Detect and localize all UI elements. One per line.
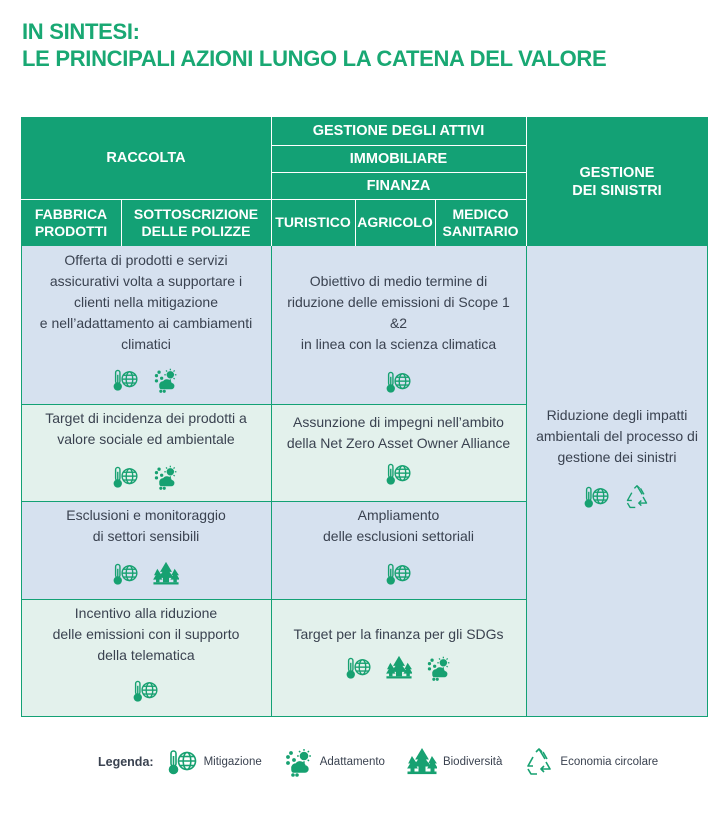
row-4-raccolta-icons [133,678,159,704]
header-divider [121,199,122,246]
header-gestione-attivi [271,117,526,145]
row-2-attivi-icons [386,461,412,487]
table-border [21,716,708,717]
table-border [21,404,526,405]
row-2-raccolta-icons [113,464,179,490]
subheader-medico-sanitario [435,199,526,246]
row-2-raccolta [21,404,271,501]
header-divider [271,117,272,246]
table-border [21,599,526,600]
row-1-attivi-icons [386,369,412,395]
legend-item-label: Economia circolare [560,756,659,768]
page-title [22,18,606,72]
row-1-raccolta [21,246,271,404]
mitigation-icon [346,655,372,681]
row-1-attivi-text: Obiettivo di medio termine di riduzione delle emissioni di Scope 1 &2 in linea con la scienza climatica [287,273,510,352]
row-4-raccolta-text: Incentivo alla riduzione delle emissioni con il supporto della telematica [52,605,240,663]
mitigation-icon [386,461,412,487]
header-gestione-sinistri [526,117,708,246]
legend [98,745,680,779]
legend-item-adattamento [284,747,385,777]
row-2-attivi [271,404,526,501]
mitigation-icon [386,561,412,587]
legend-item-economia-circolare [524,747,658,777]
row-4-attivi-text: Target per la finanza per gli SDGs [293,626,504,642]
subheader-fabbrica-prodotti [21,199,121,246]
title-line-2: LE PRINCIPALI AZIONI LUNGO LA CATENA DEL VALORE [22,46,607,71]
row-4-attivi-icons [346,655,452,681]
header-divider [435,199,436,246]
header-raccolta [21,117,271,199]
header-raccolta-label: RACCOLTA [106,150,186,166]
row-3-raccolta-text: Esclusioni e monitoraggio di settori sensibili [66,507,226,544]
mitigation-icon [584,484,610,510]
row-3-attivi [271,501,526,599]
row-1-raccolta-text: Offerta di prodotti e servizi assicurativi volta a supportare i clienti nella mitigazione e nell’adattamento ai cambiamenti climatici [39,252,253,352]
title-line-1: IN SINTESI: [22,19,140,44]
header-gestione-sinistri-label: GESTIONE DEI SINISTRI [572,164,662,199]
header-divider [355,199,356,246]
subheader-sottoscrizione-label: SOTTOSCRIZIONE DELLE POLIZZE [133,205,259,239]
header-divider [271,145,526,146]
adaptation-icon [426,655,452,681]
mitigation-icon [113,367,139,393]
legend-item-mitigazione [168,747,262,777]
header-immobiliare-label: IMMOBILIARE [349,150,448,167]
row-1-attivi [271,246,526,404]
sinistri-icons [584,484,650,510]
mitigation-icon [133,678,159,704]
legend-item-label: Biodiversità [442,756,503,768]
mitigation-icon [386,369,412,395]
row-3-raccolta-icons [113,561,179,587]
biodiversity-icon [153,561,179,587]
subheader-turistico [271,199,355,246]
subheader-medico-label: MEDICO SANITARIO [442,205,519,239]
header-divider [526,117,527,246]
circular-economy-icon [524,747,554,777]
row-3-attivi-text: Ampliamento delle esclusioni settoriali [323,507,474,544]
table-border [707,246,708,717]
adaptation-icon [153,367,179,393]
header-divider [21,199,526,200]
legend-item-biodiversita [407,747,502,777]
header-finanza [271,172,526,199]
value-chain-table [21,117,708,717]
adaptation-icon [284,747,314,777]
sinistri-text: Riduzione degli impatti ambientali del processo di gestione dei sinistri [536,407,698,465]
subheader-agricolo [355,199,435,246]
subheader-agricolo-label: AGRICOLO [357,214,433,230]
row-2-attivi-text: Assunzione di impegni nell’ambito della Net Zero Asset Owner Alliance [286,414,511,451]
adaptation-icon [153,464,179,490]
legend-item-label: Adattamento [319,756,385,768]
table-border [21,246,22,717]
row-4-raccolta [21,599,271,717]
subheader-turistico-label: TURISTICO [275,214,351,230]
biodiversity-icon [407,747,437,777]
sinistri-cell [526,246,708,717]
row-4-attivi [271,599,526,717]
biodiversity-icon [386,655,412,681]
table-border [21,501,526,502]
table-border [526,246,527,717]
header-immobiliare [271,145,526,172]
subheader-fabbrica-label: FABBRICA PRODOTTI [34,205,108,239]
header-gestione-attivi-label: GESTIONE DEGLI ATTIVI [312,123,485,139]
table-border [271,246,272,717]
row-1-raccolta-icons [113,367,179,393]
header-divider [271,172,526,173]
row-3-attivi-icons [386,561,412,587]
subheader-sottoscrizione-polizze [121,199,271,246]
mitigation-icon [113,561,139,587]
legend-label: Legenda: [98,755,154,769]
row-3-raccolta [21,501,271,599]
mitigation-icon [113,464,139,490]
legend-item-label: Mitigazione [203,756,262,768]
mitigation-icon [168,747,198,777]
header-finanza-label: FINANZA [366,177,431,194]
circular-economy-icon [624,484,650,510]
row-2-raccolta-text: Target di incidenza dei prodotti a valore sociale ed ambientale [45,410,247,447]
